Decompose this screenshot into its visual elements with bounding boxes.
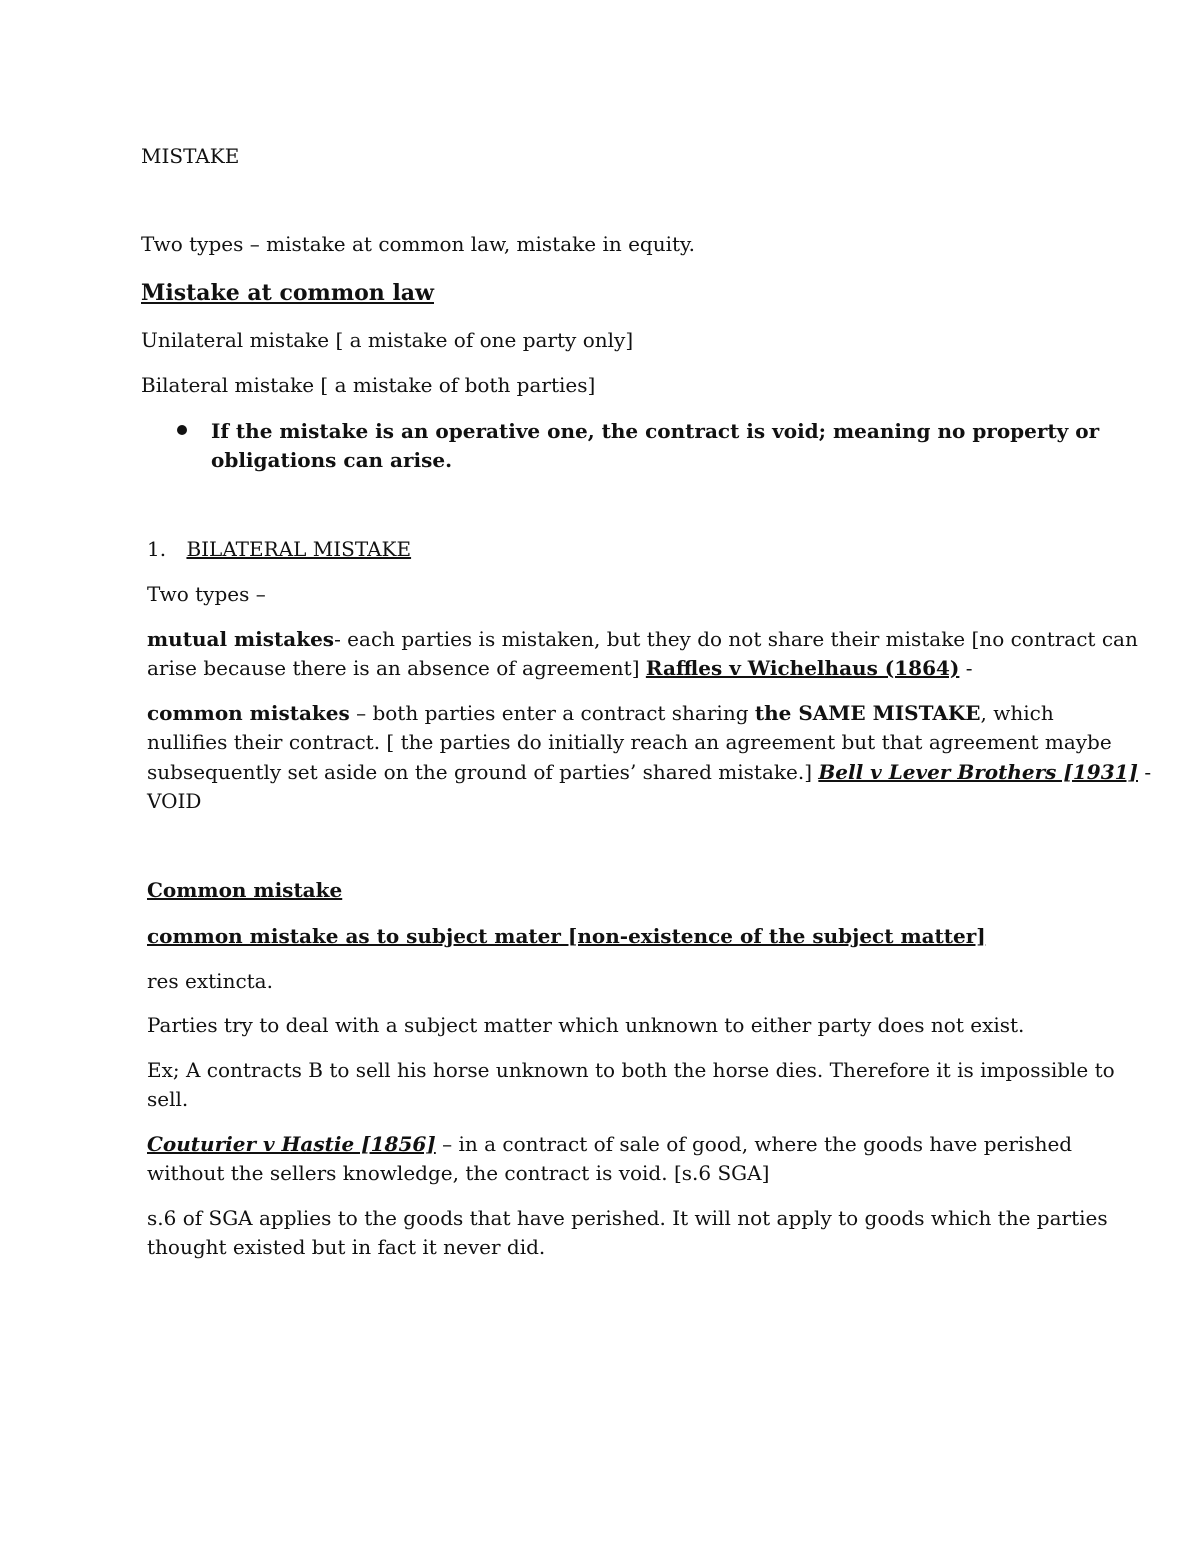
- bilateral-mistake-heading: BILATERAL MISTAKE: [186, 537, 412, 561]
- document-title: MISTAKE: [141, 144, 240, 168]
- sga-line2: thought existed but in fact it never did.: [147, 1235, 546, 1259]
- couturier-line2: without the sellers knowledge, the contract is void. [s.6 SGA]: [147, 1161, 770, 1185]
- mutual-line2: [147, 654, 973, 683]
- common-line2: nullifies their contract. [ the parties do initially reach an agreement but that agreement maybe: [147, 730, 1112, 754]
- common-line3: [147, 758, 1151, 787]
- mutual-desc: - each parties is mistaken, but they do not share their mistake [no contract can: [334, 627, 1138, 651]
- bullet-text-line1: If the mistake is an operative one, the contract is void; meaning no property or: [211, 419, 1100, 443]
- numbered-item: [147, 535, 411, 564]
- parties-try-text: Parties try to deal with a subject matter which unknown to either party does not exist.: [147, 1013, 1025, 1037]
- bullet-text-line2: obligations can arise.: [211, 448, 453, 472]
- section-heading: Mistake at common law: [141, 280, 434, 306]
- common-emph: the SAME MISTAKE: [754, 701, 981, 725]
- common-term: common mistakes: [147, 701, 350, 725]
- bullet-icon: [177, 425, 187, 435]
- mutual-line1: [147, 625, 1138, 654]
- case-couturier: Couturier v Hastie [1856]: [147, 1132, 436, 1156]
- res-extincta: res extincta.: [147, 969, 273, 993]
- unilateral-text: Unilateral mistake [ a mistake of one party only]: [141, 328, 634, 352]
- common-desc: – both parties enter a contract sharing: [349, 701, 755, 725]
- common-desc-end: , which: [980, 701, 1054, 725]
- common-line4: VOID: [147, 789, 202, 813]
- mutual-desc-cont: arise because there is an absence of agreement]: [147, 656, 646, 680]
- common-mistake-heading: Common mistake: [147, 878, 343, 902]
- sga-line1: s.6 of SGA applies to the goods that have perished. It will not apply to goods which the parties: [147, 1206, 1108, 1230]
- common-dash: -: [1138, 760, 1152, 784]
- two-types-text: Two types –: [147, 582, 266, 606]
- case-bell: Bell v Lever Brothers [1931]: [818, 760, 1138, 784]
- bilateral-text: Bilateral mistake [ a mistake of both parties]: [141, 373, 596, 397]
- example-line2: sell.: [147, 1087, 189, 1111]
- couturier-line1: [147, 1130, 1072, 1159]
- intro-text: Two types – mistake at common law, mistake in equity.: [141, 232, 696, 256]
- mutual-dash: -: [959, 656, 973, 680]
- mutual-term: mutual mistakes: [147, 627, 335, 651]
- example-line1: Ex; A contracts B to sell his horse unknown to both the horse dies. Therefore it is impossible to: [147, 1058, 1115, 1082]
- case-raffles: Raffles v Wichelhaus (1864): [645, 656, 960, 680]
- list-number: 1.: [147, 537, 167, 561]
- subject-matter-heading: common mistake as to subject mater [non-existence of the subject matter]: [147, 924, 986, 948]
- couturier-desc: – in a contract of sale of good, where the goods have perished: [435, 1132, 1073, 1156]
- common-desc-cont: subsequently set aside on the ground of parties’ shared mistake.]: [147, 760, 819, 784]
- common-line1: [147, 699, 1054, 728]
